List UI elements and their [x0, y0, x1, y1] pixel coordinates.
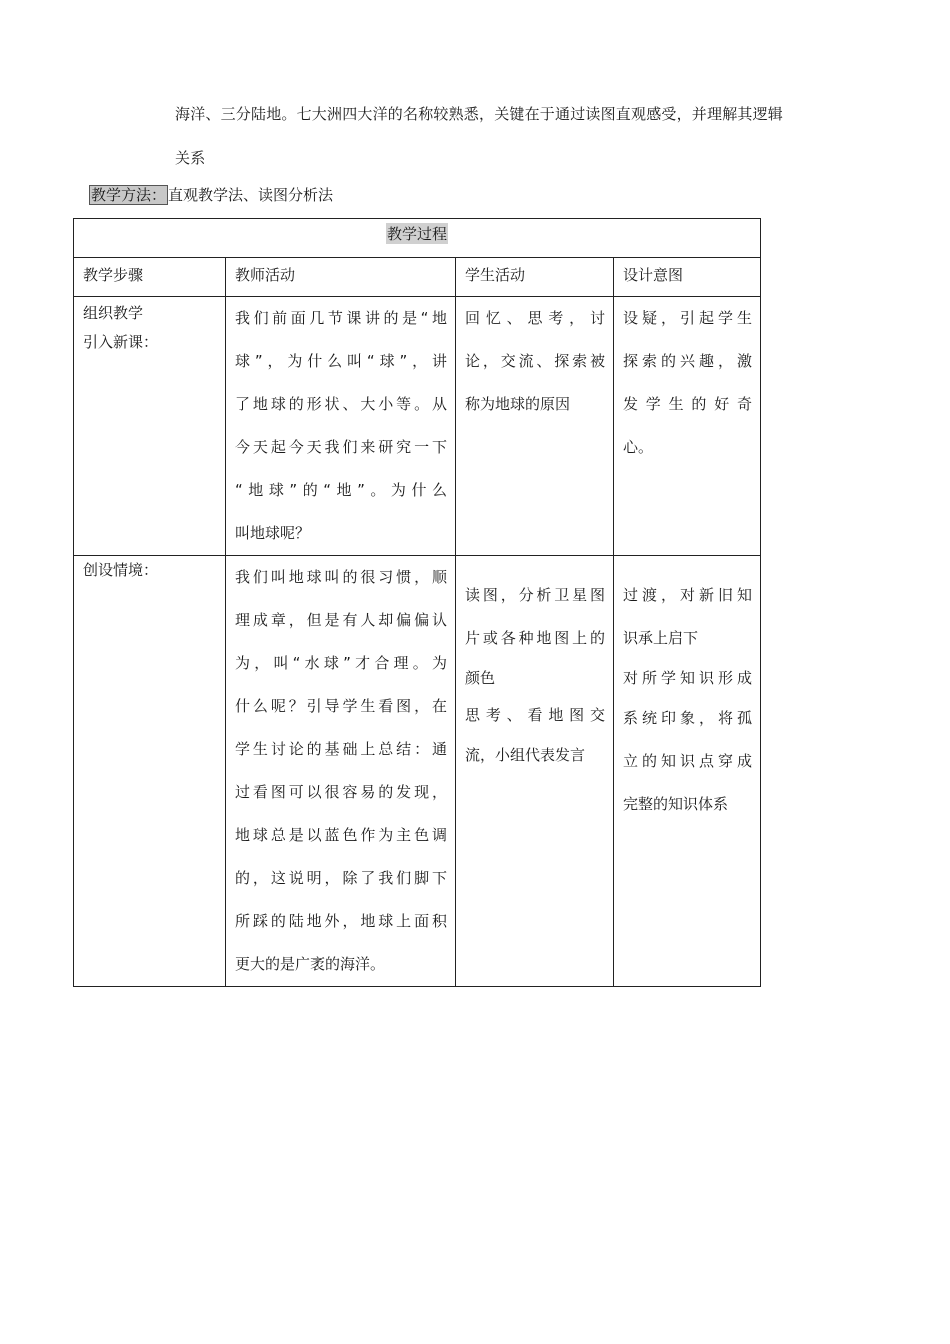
- cell-line: 探索的兴趣，激: [623, 352, 753, 370]
- cell-line: 的，这说明，除了我们脚下: [235, 869, 447, 887]
- teacher-cell: [226, 297, 456, 556]
- step-cell: [74, 556, 226, 987]
- cell-line: 为，叫“水球”才合理。为: [235, 654, 447, 672]
- teaching-process-table: [73, 218, 761, 987]
- intro-text-line-2: 关系: [175, 149, 206, 167]
- student-cell: [456, 297, 614, 556]
- cell-line: 读图，分析卫星图: [465, 586, 605, 604]
- cell-line: 片或各种地图上的: [465, 629, 605, 647]
- cell-line: 过看图可以很容易的发现，: [235, 783, 447, 801]
- intro-text-line-1: 海洋、三分陆地。七大洲四大洋的名称较熟悉，关键在于通过读图直观感受，并理解其逻辑: [175, 105, 784, 123]
- cell-line: 称为地球的原因: [465, 395, 571, 413]
- teaching-method-value: 直观教学法、读图分析法: [168, 186, 334, 204]
- cell-line: 流，小组代表发言: [465, 746, 586, 764]
- teaching-method-label: 教学方法：: [91, 186, 167, 204]
- cell-line: 了地球的形状、大小等。从: [235, 395, 447, 413]
- cell-line: “地球”的“地”。为什么: [235, 481, 447, 499]
- cell-line: 我们叫地球叫的很习惯，顺: [235, 568, 447, 586]
- cell-line: 对所学知识形成: [623, 669, 753, 687]
- header-intent: 设计意图: [614, 258, 761, 297]
- table-row: [74, 297, 761, 556]
- cell-line: 什么呢？引导学生看图，在: [235, 697, 447, 715]
- table-title: 教学过程: [387, 225, 448, 243]
- cell-line: 创设情境：: [83, 561, 159, 579]
- cell-line: 今天起今天我们来研究一下: [235, 438, 447, 456]
- cell-line: 论，交流、探索被: [465, 352, 605, 370]
- student-cell: [456, 556, 614, 987]
- cell-line: 引入新课：: [83, 333, 159, 351]
- cell-line: 我们前面几节课讲的是“地: [235, 309, 447, 327]
- intent-cell: [614, 556, 761, 987]
- cell-line: 颜色: [465, 669, 496, 687]
- cell-line: 识承上启下: [623, 629, 699, 647]
- cell-line: 完整的知识体系: [623, 795, 729, 813]
- cell-line: 叫地球呢？: [235, 524, 311, 542]
- cell-line: 球”，为什么叫“球”，讲: [235, 352, 447, 370]
- cell-line: 回忆、思考，讨: [465, 309, 605, 327]
- cell-line: 思考、看地图交: [465, 706, 605, 724]
- cell-line: 立的知识点穿成: [623, 752, 753, 770]
- cell-line: 设疑，引起学生: [623, 309, 753, 327]
- cell-line: 地球总是以蓝色作为主色调: [235, 826, 447, 844]
- table-title-cell: [74, 219, 761, 258]
- cell-line: 系统印象，将孤: [623, 709, 753, 727]
- cell-line: 更大的是广袤的海洋。: [235, 955, 386, 973]
- cell-line: 组织教学: [83, 304, 144, 322]
- teaching-method: [89, 184, 333, 205]
- cell-line: 过渡，对新旧知: [623, 586, 753, 604]
- table-row: [74, 556, 761, 987]
- cell-line: 心。: [623, 438, 654, 456]
- header-step: 教学步骤: [74, 258, 226, 297]
- step-cell: [74, 297, 226, 556]
- cell-line: 发学生的好奇: [623, 395, 753, 413]
- header-teacher: 教师活动: [226, 258, 456, 297]
- cell-line: 理成章，但是有人却偏偏认: [235, 611, 447, 629]
- teacher-cell: [226, 556, 456, 987]
- cell-line: 学生讨论的基础上总结：通: [235, 740, 447, 758]
- header-student: 学生活动: [456, 258, 614, 297]
- cell-line: 所踩的陆地外，地球上面积: [235, 912, 447, 930]
- intent-cell: [614, 297, 761, 556]
